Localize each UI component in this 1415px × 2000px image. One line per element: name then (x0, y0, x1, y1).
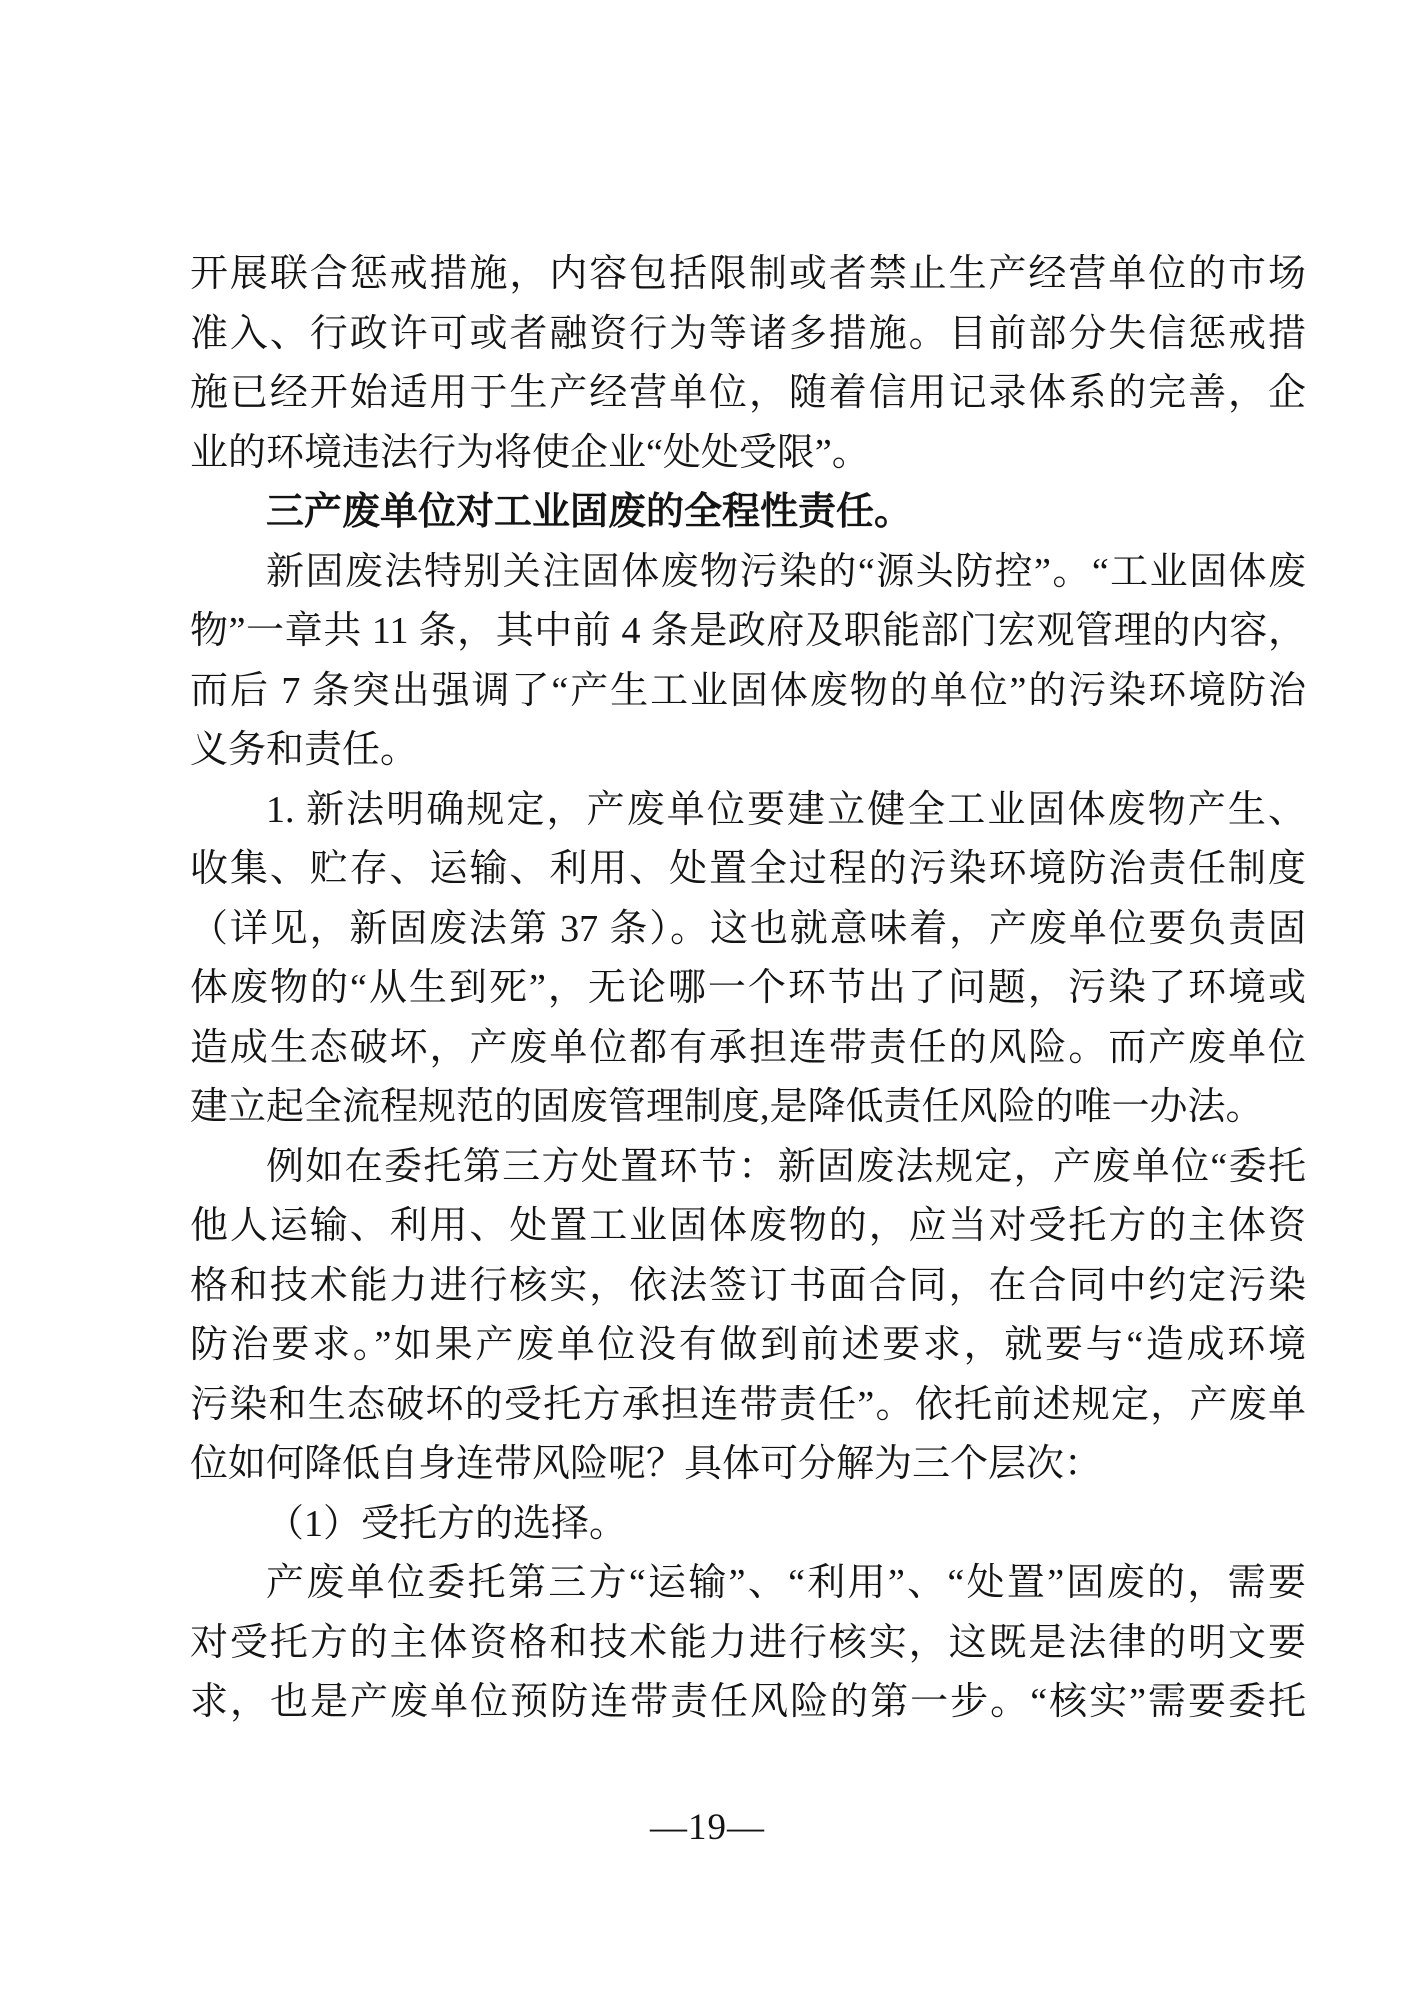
text-line: 义务和责任。 (190, 729, 419, 771)
text-line: 位如何降低自身连带风险呢？具体可分解为三个层次： (190, 1443, 1103, 1485)
text-line: （1）受托方的选择。 (266, 1502, 628, 1545)
text-line: 物”一章共 11 条，其中前 4 条是政府及职能部门宏观管理的内容， (190, 610, 1306, 652)
text-line: 收集、贮存、运输、利用、处置全过程的污染环境防治责任制度 (190, 848, 1306, 890)
text-line: 施已经开始适用于生产经营单位，随着信用记录体系的完善，企 (190, 372, 1306, 414)
document-body (190, 245, 1306, 1733)
text-line: （详见，新固废法第 37 条）。这也就意味着，产废单位要负责固 (190, 907, 1306, 950)
text-line: 开展联合惩戒措施，内容包括限制或者禁止生产经营单位的市场 (190, 253, 1306, 295)
heading-line: 三产废单位对工业固废的全程性责任。 (266, 491, 913, 533)
text-line: 对受托方的主体资格和技术能力进行核实，这既是法律的明文要 (190, 1621, 1306, 1664)
page-number: —19— (650, 1807, 765, 1848)
text-line: 造成生态破坏，产废单位都有承担连带责任的风险。而产废单位 (190, 1026, 1306, 1069)
text-line: 体废物的“从生到死”，无论哪一个环节出了问题，污染了环境或 (190, 967, 1306, 1009)
text-line: 格和技术能力进行核实，依法签订书面合同，在合同中约定污染 (190, 1264, 1306, 1307)
text-line: 求，也是产废单位预防连带责任风险的第一步。“核实”需要委托 (190, 1681, 1306, 1723)
text-line: 防治要求。”如果产废单位没有做到前述要求，就要与“造成环境 (190, 1324, 1306, 1366)
text-line: 而后 7 条突出强调了“产生工业固体废物的单位”的污染环境防治 (190, 669, 1306, 712)
text-line: 准入、行政许可或者融资行为等诸多措施。目前部分失信惩戒措 (190, 312, 1306, 355)
text-line: 业的环境违法行为将使企业“处处受限”。 (190, 431, 870, 474)
text-line: 污染和生态破坏的受托方承担连带责任”。依托前述规定，产废单 (190, 1383, 1306, 1426)
text-line: 新固废法特别关注固体废物污染的“源头防控”。“工业固体废 (266, 550, 1306, 593)
text-line: 建立起全流程规范的固废管理制度,是降低责任风险的唯一办法。 (190, 1086, 1264, 1128)
text-line: 他人运输、利用、处置工业固体废物的，应当对受托方的主体资 (190, 1205, 1306, 1247)
text-line: 1. 新法明确规定，产废单位要建立健全工业固体废物产生、 (266, 788, 1306, 831)
text-line: 例如在委托第三方处置环节：新固废法规定，产废单位“委托 (266, 1145, 1306, 1188)
text-line: 产废单位委托第三方“运输”、“利用”、“处置”固废的，需要 (266, 1562, 1306, 1604)
